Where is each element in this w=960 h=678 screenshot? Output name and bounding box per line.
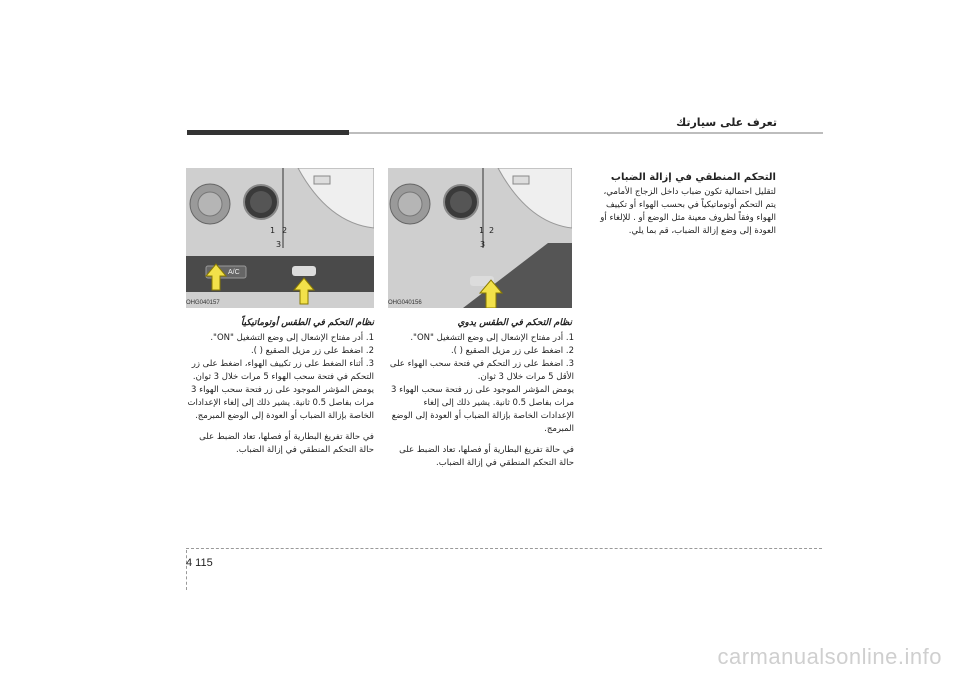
callout-1: 1: [479, 226, 485, 235]
auto-step-1: 1. أدر مفتاح الإشعال إلى وضع التشغيل "ON".: [210, 333, 374, 343]
header-bar: [187, 130, 349, 135]
auto-steps: [186, 332, 374, 457]
manual-steps: [388, 332, 574, 470]
manual-caption: نظام التحكم في الطقس يدوي: [457, 318, 572, 328]
auto-battery-note: في حالة تفريغ البطارية أو فصلها، تعاد الضبط على حالة التحكم المنطقي في إزالة الضباب.: [199, 432, 374, 455]
figure-code-left: OHG040156: [388, 300, 422, 306]
figure-code-right: OHG040157: [186, 300, 220, 306]
page-header-title: تعرف على سيارتك: [676, 116, 777, 129]
manual-step-1: 1. أدر مفتاح الإشعال إلى وضع التشغيل "ON".: [410, 333, 574, 343]
callout-1: 1: [270, 226, 276, 235]
auto-step-2: 2. اضغط على زر مزيل الصقيع ( ).: [250, 346, 374, 356]
footer-rule: [186, 548, 822, 549]
manual-note: يومض المؤشر الموجود على زر فتحة سحب الهواء 3 مرات بفاصل 0.5 ثانية. يشير ذلك إلى إلغاء الإعدادات الخاصة بإزالة الضباب أو العودة إلى الوضع المبرمج.: [391, 385, 574, 434]
callout-2: 2: [282, 226, 288, 235]
callout-3: 3: [480, 240, 486, 249]
callout-2: 2: [489, 226, 495, 235]
figure-manual-controls: [388, 168, 572, 308]
manual-step-3: 3. اضغط على زر التحكم في فتحة سحب الهواء على الأقل 5 مرات خلال 3 ثوان.: [389, 359, 574, 382]
manual-step-2: 2. اضغط على زر مزيل الصقيع ( ).: [450, 346, 574, 356]
watermark: carmanualsonline.info: [717, 644, 942, 669]
section-title: التحكم المنطقي في إزالة الضباب: [610, 172, 776, 183]
auto-caption: نظام التحكم في الطقس أوتوماتيكياً: [240, 318, 374, 328]
footer-vline: [186, 550, 187, 590]
auto-step-3: 3. أثناء الضغط على زر تكييف الهواء، اضغط على زر التحكم في فتحة سحب الهواء 5 مرات خلال 3 ثوان.: [191, 359, 374, 382]
manual-battery-note: في حالة تفريغ البطارية أو فصلها، تعاد الضبط على حالة التحكم المنطقي في إزالة الضباب.: [399, 445, 574, 468]
callout-3: 3: [276, 240, 282, 249]
ac-button-label: A/C: [228, 269, 240, 276]
section-body: لتقليل احتمالية تكون ضباب داخل الزجاج الأمامي، يتم التحكم أوتوماتيكياً في بحسب الهواء أو تكييف الهواء وفقاً لظروف معينة مثل الوضع أو . للإلغاء أو العودة إلى وضع إزالة الضباب، قم بما يلي.: [600, 187, 776, 236]
auto-note: يومض المؤشر الموجود على زر فتحة سحب الهواء 3 مرات بفاصل 0.5 ثانية. يشير ذلك إلى إلغاء الإعدادات الخاصة بإزالة الضباب أو العودة إلى الوضع المبرمج.: [187, 385, 374, 421]
figure-auto-controls: [186, 168, 374, 308]
page-number: 4 115: [186, 557, 213, 569]
